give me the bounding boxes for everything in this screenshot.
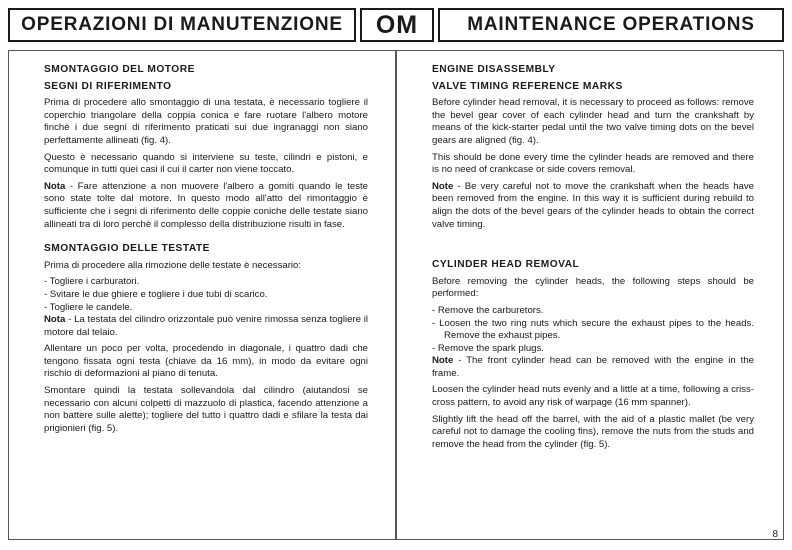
list-item: - Remove the spark plugs. [432,342,544,354]
paragraph: Allentare un poco per volta, procedendo in diagonale, i quattro dadi che tengono fissata ogni testa (chiave da 16 mm), in modo da evitare ogni rischio di deformazioni al piano di tenuta. [44,343,368,380]
paragraph: Before cylinder head removal, it is necessary to proceed as follows: remove the bevel gear cover of each cylinder head and turn the crankshaft by means of the kick-starter pedal until the two valve timing dots on the bevel gears are aligned (fig. 4). [432,97,754,146]
section-code: OM [360,8,434,42]
list-item: - Loosen the two ring nuts which secure the exhaust pipes to the heads. Remove the exhaust pipes. [432,317,754,342]
paragraph: Slightly lift the head off the barrel, with the aid of a plastic mallet (be very careful not to damage the cooling fins), remove the nuts from the studs and remove the head from the cylinder (fig. 5). [432,413,754,450]
step-list [44,276,368,314]
subsection-heading: SEGNI DI RIFERIMENTO [44,80,172,92]
english-column [432,64,754,455]
paragraph: This should be done every time the cylinder heads are removed and there is no need of crankcase or side covers removal. [432,151,754,176]
note-label: Note [432,355,454,367]
note-paragraph [44,314,368,339]
note-label: Nota [44,180,66,192]
list-item: - Togliere i carburatori. [44,276,140,288]
paragraph: Smontare quindi la testata sollevandola dal cilindro (aiutandosi se necessario con alcuni colpetti di mazzuolo di plastica, facendo attenzione a non battere sulle alette); togliere del tutto i quattro dadi e sfilare la testa dai prigionieri (fig. 5). [44,385,368,434]
italian-title: OPERAZIONI DI MANUTENZIONE [8,8,356,42]
paragraph: Before removing the cylinder heads, the following steps should be performed: [432,275,754,300]
note-label: Nota [44,314,66,326]
page-header [8,8,784,44]
note-text: - The front cylinder head can be removed with the engine in the frame. [432,355,754,379]
section-heading: CYLINDER HEAD REMOVAL [432,259,580,271]
paragraph: Loosen the cylinder head nuts evenly and a little at a time, following a criss-cross pattern, to avoid any risk of warpage (16 mm spanner). [432,384,754,409]
list-item: - Svitare le due ghiere e togliere i due tubi di scarico. [44,288,268,300]
note-paragraph [432,181,754,231]
paragraph: Questo è necessario quando si interviene su teste, cilindri e pistoni, e comunque in tutti quei casi il cui il carter non viene toccato. [44,151,368,176]
step-list [432,305,754,355]
list-item: - Remove the carburetors. [432,304,544,316]
italian-column [44,64,368,439]
note-text: - Be very careful not to move the crankshaft when the heads have been removed from the engine. In this way it is sufficient during rebuild to align the dots of the bevel gears of the cylinder heads to obtain the correct valve timing. [432,180,754,230]
note-text: - Fare attenzione a non muovere l'albero a gomiti quando le teste sono state tolte dal motore. In questo modo all'atto del rimontaggio è sufficiente che i segni di riferimento delle coppie coniche delle testate siano allineati tra di loro perchè il complesso della distribuzione risulti in fase. [44,180,368,230]
section-heading: ENGINE DISASSEMBLY [432,64,556,75]
note-paragraph [432,355,754,380]
column-divider [395,50,397,540]
page-number: 8 [772,529,778,540]
note-label: Note [432,180,454,192]
section-heading: SMONTAGGIO DEL MOTORE [44,64,195,75]
note-text: - La testata del cilindro orizzontale può venire rimossa senza togliere il motore dal telaio. [44,314,368,338]
subsection-heading: VALVE TIMING REFERENCE MARKS [432,80,623,92]
paragraph: Prima di procedere allo smontaggio di una testata, è necessario togliere il coperchio triangolare della coppia conica e fare ruotare l'albero motore finchè i due segni di riferimento praticati sui due ingranaggi non siano perfettamente allineati (fig. 4). [44,97,368,146]
note-paragraph [44,181,368,231]
list-item: - Togliere le candele. [44,301,133,313]
paragraph: Prima di procedere alla rimozione delle testate è necessario: [44,259,302,271]
english-title: MAINTENANCE OPERATIONS [438,8,784,42]
section-heading: SMONTAGGIO DELLE TESTATE [44,243,210,255]
